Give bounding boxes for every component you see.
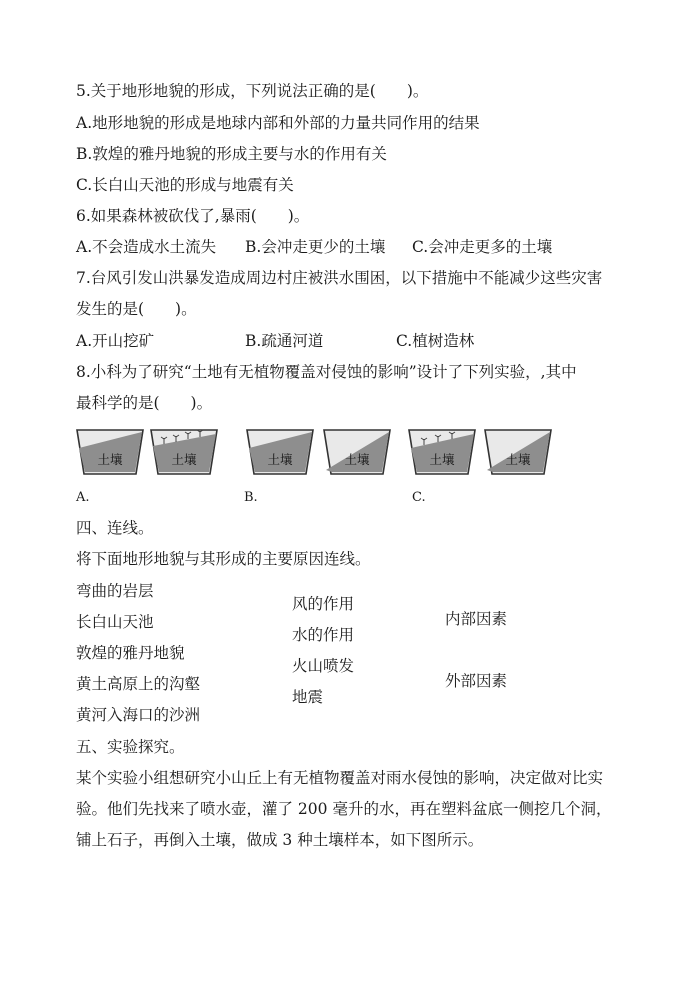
section5-paragraph-line1: 某个实验小组想研究小山丘上有无植物覆盖对雨水侵蚀的影响，决定做对比实 xyxy=(76,769,604,787)
basin-b2 xyxy=(323,426,391,476)
factor-item: 内部因素 xyxy=(445,610,508,628)
basin-c1 xyxy=(408,426,476,476)
section5-title: 五、实验探究。 xyxy=(76,738,185,756)
q6-stem: 6.如果森林被砍伐了,暴雨( )。 xyxy=(76,207,310,225)
section4-title: 四、连线。 xyxy=(76,519,154,537)
section4-instruction: 将下面地形地貌与其形成的主要原因连线。 xyxy=(76,550,371,568)
cause-item: 火山喷发 xyxy=(292,657,355,675)
basin-a2-label: 土壤 xyxy=(171,452,197,467)
landform-item: 黄土高原上的沟壑 xyxy=(76,675,201,693)
cause-item: 地震 xyxy=(292,688,324,706)
section5-paragraph-line3: 铺上石子，再倒入土壤，做成 3 种土壤样本，如下图所示。 xyxy=(76,831,484,849)
cause-item: 水的作用 xyxy=(292,626,355,644)
basin-c2-label: 土壤 xyxy=(505,452,531,467)
q5-option-b: B.敦煌的雅丹地貌的形成主要与水的作用有关 xyxy=(76,145,387,163)
q6-option-b: B.会冲走更少的土壤 xyxy=(245,238,386,256)
q5-option-c: C.长白山天池的形成与地震有关 xyxy=(76,176,294,194)
basin-c2 xyxy=(484,426,552,476)
basin-b1-label: 土壤 xyxy=(267,452,293,467)
landform-item: 敦煌的雅丹地貌 xyxy=(76,644,185,662)
q7-option-c: C.植树造林 xyxy=(396,332,475,350)
landform-item: 黄河入海口的沙洲 xyxy=(76,706,201,724)
basin-b1 xyxy=(246,426,314,476)
q8-option-b-label: B. xyxy=(244,490,258,505)
section5-paragraph-line2: 验。他们先找来了喷水壶，灌了 200 毫升的水，再在塑料盆底一侧挖几个洞， xyxy=(76,800,612,818)
q7-option-b: B.疏通河道 xyxy=(245,332,324,350)
factor-item: 外部因素 xyxy=(445,672,508,690)
q8-option-a-label: A. xyxy=(76,490,90,505)
q7-stem-line1: 7.台风引发山洪暴发造成周边村庄被洪水围困，以下措施中不能减少这些灾害 xyxy=(76,269,603,287)
q5-option-a: A.地形地貌的形成是地球内部和外部的力量共同作用的结果 xyxy=(76,114,480,132)
basin-a1 xyxy=(76,426,144,476)
q5-stem: 5.关于地形地貌的形成，下列说法正确的是( )。 xyxy=(76,82,429,100)
q8-option-c-label: C. xyxy=(412,490,426,505)
basin-c1-label: 土壤 xyxy=(429,452,455,467)
q6-option-a: A.不会造成水土流失 xyxy=(76,238,217,256)
landform-item: 长白山天池 xyxy=(76,613,154,631)
landform-item: 弯曲的岩层 xyxy=(76,582,154,600)
basin-b2-label: 土壤 xyxy=(344,452,370,467)
q8-stem-line2: 最科学的是( )。 xyxy=(76,394,213,412)
basin-a1-label: 土壤 xyxy=(97,452,123,467)
q8-stem-line1: 8.小科为了研究“土地有无植物覆盖对侵蚀的影响”设计了下列实验，,其中 xyxy=(76,363,577,381)
q6-option-c: C.会冲走更多的土壤 xyxy=(412,238,553,256)
cause-item: 风的作用 xyxy=(292,595,355,613)
q7-stem-line2: 发生的是( )。 xyxy=(76,300,197,318)
q7-option-a: A.开山挖矿 xyxy=(76,332,155,350)
basin-a2 xyxy=(150,426,218,476)
